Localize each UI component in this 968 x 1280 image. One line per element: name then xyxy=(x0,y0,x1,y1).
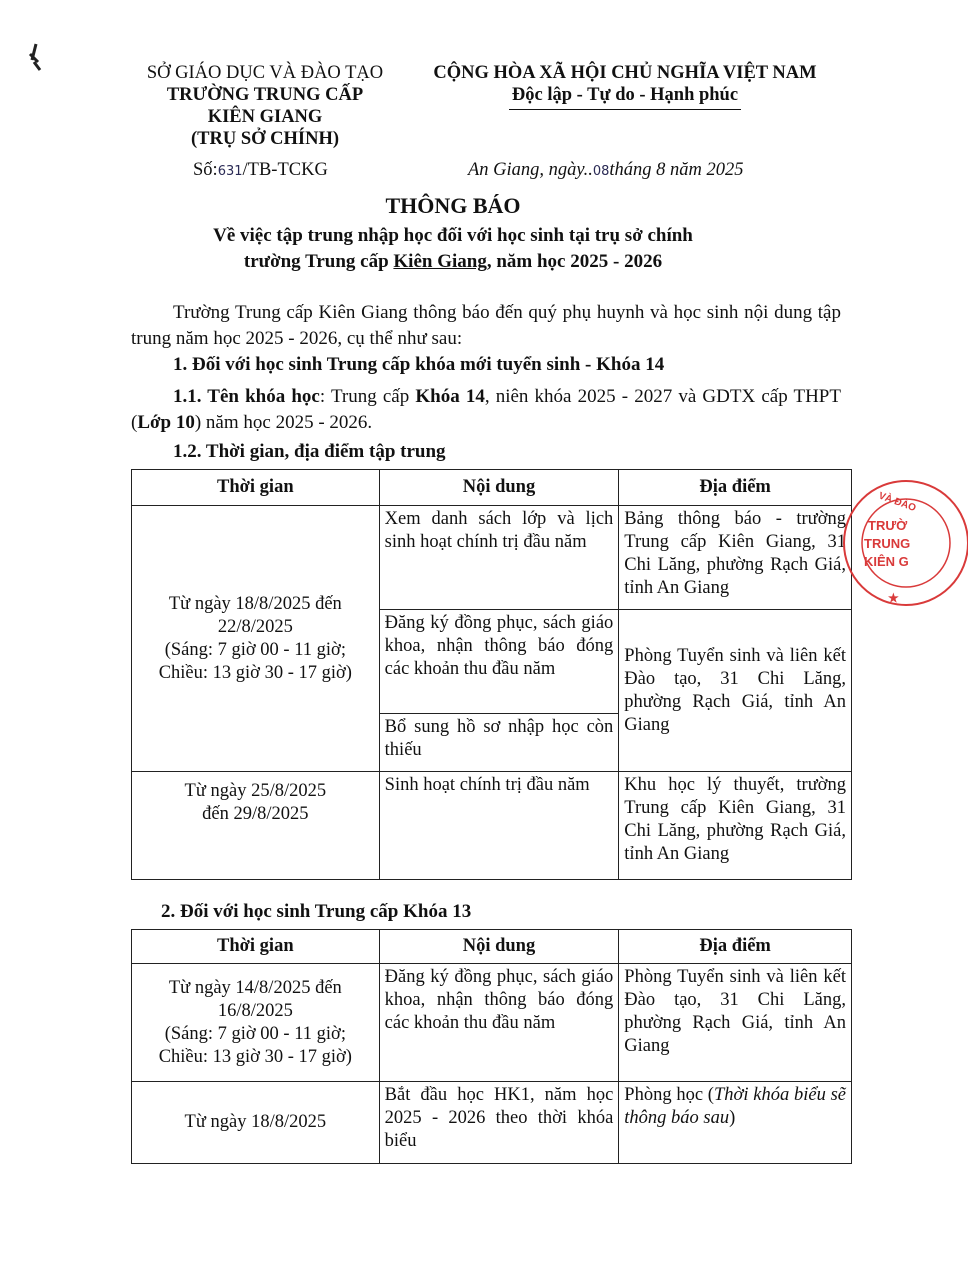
location-cell: Phòng Tuyển sinh và liên kết Đào tạo, 31 Chi Lăng, phường Rạch Giá, tỉnh An Giang xyxy=(619,964,852,1082)
header-location: Địa điểm xyxy=(619,470,852,506)
section-2-heading: 2. Đối với học sinh Trung cấp Khóa 13 xyxy=(161,901,472,922)
section-1-heading: 1. Đối với học sinh Trung cấp khóa mới tuyển sinh - Khóa 14 xyxy=(173,354,665,375)
motto: Độc lập - Tự do - Hạnh phúc xyxy=(511,85,739,105)
official-seal-stamp xyxy=(838,468,968,618)
seal-text-line1: TRƯỜ xyxy=(868,518,908,533)
seal-text-line3: KIÊN G xyxy=(864,554,909,569)
issuing-authority xyxy=(120,62,410,150)
location-cell: Bảng thông báo - trường Trung cấp Kiên Giang, 31 Chi Lăng, phường Rạch Giá, tỉnh An Giang xyxy=(619,506,852,610)
table-header-row xyxy=(132,470,852,506)
motto-underline xyxy=(509,109,741,110)
time-cell: Từ ngày 14/8/2025 đến 16/8/2025 (Sáng: 7 giờ 00 - 11 giờ; Chiều: 13 giờ 30 - 17 giờ) xyxy=(132,964,380,1082)
national-motto xyxy=(405,62,845,110)
notice-subtitle: Về việc tập trung nhập học đối với học sinh tại trụ sở chính trường Trung cấp Kiên Giang, năm học 2025 - 2026 xyxy=(213,225,693,272)
header-location: Địa điểm xyxy=(619,930,852,964)
scribble-mark xyxy=(22,40,52,76)
handwritten-number: 631 xyxy=(217,164,243,179)
time-cell: Từ ngày 18/8/2025 đến 22/8/2025 (Sáng: 7 giờ 00 - 11 giờ; Chiều: 13 giờ 30 - 17 giờ) xyxy=(132,506,380,772)
time-cell: Từ ngày 25/8/2025 đến 29/8/2025 xyxy=(132,772,380,880)
time-cell: Từ ngày 18/8/2025 xyxy=(132,1082,380,1164)
location-cell: Phòng học (Thời khóa biểu sẽ thông báo sau) xyxy=(619,1082,852,1164)
schedule-table-khoa-13 xyxy=(131,929,852,1164)
handwritten-day: 08 xyxy=(592,164,610,179)
content-cell: Bắt đầu học HK1, năm học 2025 - 2026 theo thời khóa biểu xyxy=(379,1082,619,1164)
table-row xyxy=(132,964,852,1082)
school-name-line1: TRƯỜNG TRUNG CẤP xyxy=(166,85,364,105)
department-name: SỞ GIÁO DỤC VÀ ĐÀO TẠO xyxy=(146,63,384,83)
table-row xyxy=(132,1082,852,1164)
content-cell: Xem danh sách lớp và lịch sinh hoạt chính trị đầu năm xyxy=(379,506,619,610)
location-cell: Khu học lý thuyết, trường Trung cấp Kiên Giang, 31 Chi Lăng, phường Rạch Giá, tỉnh An Giang xyxy=(619,772,852,880)
seal-star: ★ xyxy=(888,591,899,605)
school-name-line2: KIÊN GIANG xyxy=(207,107,323,127)
seal-text-line2: TRUNG xyxy=(864,536,911,551)
campus-name: (TRỤ SỞ CHÍNH) xyxy=(190,129,339,149)
header-content: Nội dung xyxy=(379,930,619,964)
notice-title: THÔNG BÁO xyxy=(385,193,521,218)
header-content: Nội dung xyxy=(379,470,619,506)
content-cell: Đăng ký đồng phục, sách giáo khoa, nhận thông báo đóng các khoản thu đầu năm xyxy=(379,964,619,1082)
document-number: Số:631/TB-TCKG xyxy=(193,160,328,180)
table-row xyxy=(132,772,852,880)
header-time: Thời gian xyxy=(132,930,380,964)
section-1-1-paragraph: 1.1. Tên khóa học: Trung cấp Khóa 14, niên khóa 2025 - 2027 và GDTX cấp THPT (Lớp 10) năm học 2025 - 2026. xyxy=(131,386,841,433)
table-row xyxy=(132,506,852,610)
content-cell: Sinh hoạt chính trị đầu năm xyxy=(379,772,619,880)
content-cell: Bổ sung hồ sơ nhập học còn thiếu xyxy=(379,714,619,772)
content-cell: Đăng ký đồng phục, sách giáo khoa, nhận thông báo đóng các khoản thu đầu năm xyxy=(379,610,619,714)
seal-ring-text: VÀ ĐÀO xyxy=(876,490,918,515)
table-header-row xyxy=(132,930,852,964)
schedule-table-khoa-14 xyxy=(131,469,852,880)
country-name: CỘNG HÒA XÃ HỘI CHỦ NGHĨA VIỆT NAM xyxy=(433,63,817,83)
document-date: An Giang, ngày..08tháng 8 năm 2025 xyxy=(468,160,744,180)
location-cell: Phòng Tuyển sinh và liên kết Đào tạo, 31 Chi Lăng, phường Rạch Giá, tỉnh An Giang xyxy=(619,610,852,772)
intro-paragraph: Trường Trung cấp Kiên Giang thông báo đến quý phụ huynh và học sinh nội dung tập trung năm học 2025 - 2026, cụ thể như sau: xyxy=(131,302,841,349)
section-1-2-heading: 1.2. Thời gian, địa điểm tập trung xyxy=(173,441,446,462)
header-time: Thời gian xyxy=(132,470,380,506)
